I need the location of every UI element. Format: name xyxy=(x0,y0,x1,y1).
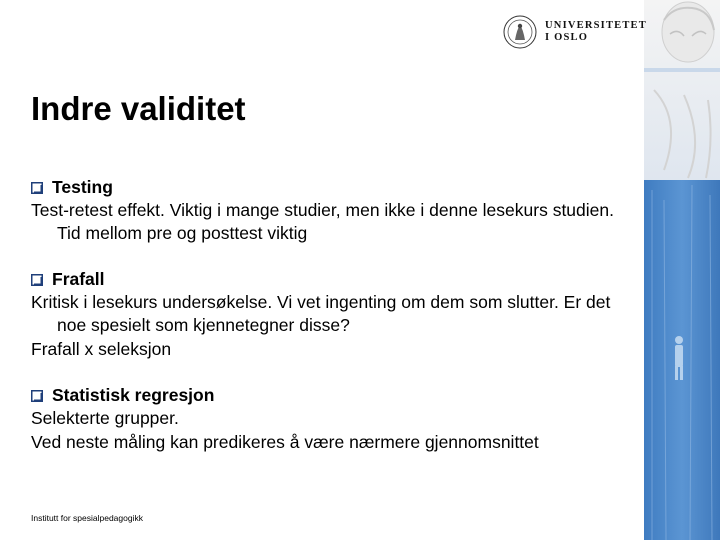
side-strip-artwork xyxy=(644,0,720,540)
checkbox-bullet-icon xyxy=(31,390,43,402)
section-frafall xyxy=(31,268,631,361)
section-heading-label: Testing xyxy=(52,177,113,197)
section-paragraph: Selekterte grupper. xyxy=(31,408,179,428)
section-paragraph: Test-retest effekt. Viktig i mange studier, men ikke i denne lesekurs studien. Tid mellom pre og posttest viktig xyxy=(31,200,614,243)
slide-title: Indre validitet xyxy=(31,90,246,127)
university-seal-icon xyxy=(503,15,537,49)
section-heading xyxy=(31,268,631,291)
logo-line1: UNIVERSITETET xyxy=(545,20,647,31)
logo-line2: I OSLO xyxy=(545,32,589,43)
section-heading-label: Frafall xyxy=(52,269,105,289)
section-statistisk-regresjon xyxy=(31,384,631,454)
section-paragraph: Frafall x seleksjon xyxy=(31,339,172,359)
checkbox-bullet-icon xyxy=(31,182,43,194)
footer-institute: Institutt for spesialpedagogikk xyxy=(31,513,143,523)
section-heading-label: Statistisk regresjon xyxy=(52,385,215,405)
section-heading xyxy=(31,176,631,199)
slide-content xyxy=(31,176,631,455)
checkbox-bullet-icon xyxy=(31,274,43,286)
section-heading xyxy=(31,384,631,407)
section-paragraph: Ved neste måling kan predikeres å være nærmere gjennomsnittet xyxy=(31,432,539,452)
decorative-side-strip xyxy=(644,0,720,540)
university-logo xyxy=(503,14,647,50)
section-testing xyxy=(31,176,631,245)
section-paragraph: Kritisk i lesekurs undersøkelse. Vi vet ingenting om dem som slutter. Er det noe spesielt som kjennetegner disse? xyxy=(31,292,611,335)
